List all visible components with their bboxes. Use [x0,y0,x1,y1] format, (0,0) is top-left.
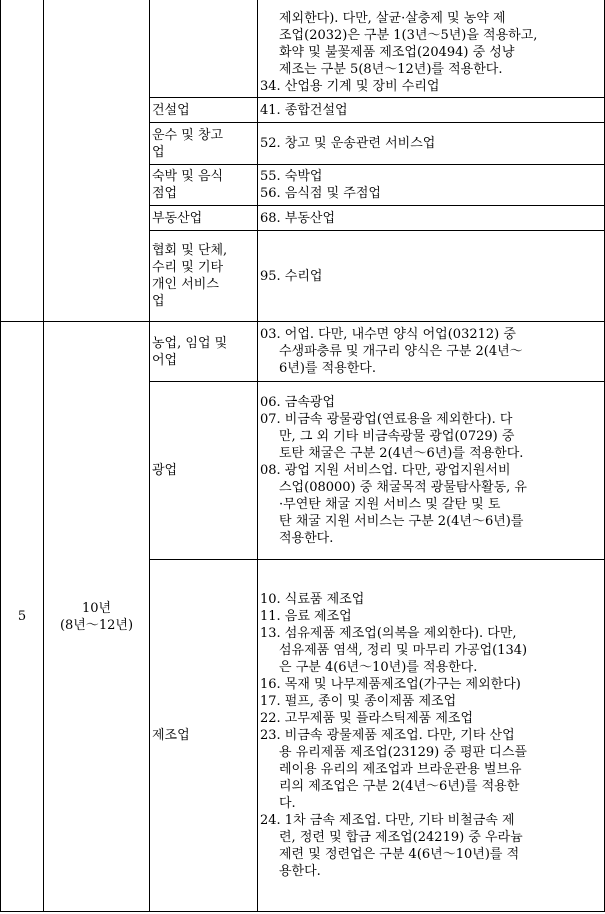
content-line: 제조는 구분 5(8년～12년)를 적용한다. [279,62,503,77]
content-line: ·무연탄 채굴 지원 서비스 및 갈탄 및 토 [279,497,501,512]
content-line: 다. [279,796,296,811]
content-line: 23. 비금속 광물제품 제조업. 다만, 기타 산업 [260,728,515,743]
category-line: 농업, 임업 및 [152,335,228,351]
empty-number-cell [1,0,44,322]
content-line: 제외한다). 다만, 살균·살충제 및 농약 제 [279,11,506,26]
empty-category-cell [150,0,258,98]
category-cell [150,322,258,382]
content-line: 55. 숙박업 [260,169,323,184]
content-line: 56. 음식점 및 주점업 [260,186,381,201]
category-cell [150,206,258,231]
category-line: 업 [152,294,165,309]
content-cell [258,560,605,912]
period-cell [44,322,150,912]
content-line: 용 유리제품 제조업(23129) 중 평판 디스플 [279,745,527,760]
category-line: 개인 서비스 [152,277,219,292]
content-line: 10. 식료품 제조업 [260,592,365,607]
category-line: 광업 [152,463,178,478]
content-line: 화약 및 불꽃제품 제조업(20494) 중 성냥 [279,45,515,60]
period-years: 10년 [81,600,112,616]
content-line: 토탄 채굴은 구분 2(4년～6년)를 적용한다. [279,446,524,461]
content-cell [258,322,605,382]
content-line: 07. 비금속 광물광업(연료용을 제외한다). 다 [260,412,513,427]
content-line: 13. 섬유제품 제조업(의복을 제외한다). 다만, [260,626,517,641]
content-line: 조업(2032)은 구분 1(3년～5년)을 적용하고, [279,28,538,43]
category-cell [150,231,258,322]
category-cell [150,165,258,206]
category-line: 숙박 및 음식 [152,169,224,184]
content-line: 68. 부동산업 [260,210,336,226]
content-line: 34. 산업용 기계 및 장비 수리업 [260,79,440,94]
content-line: 제련 및 정련업은 구분 4(6년～10년)를 적 [279,847,520,862]
content-line: 08. 광업 지원 서비스업. 다만, 광업지원서비 [260,463,511,478]
category-line: 수리 및 기타 [152,260,224,275]
content-line: 52. 창고 및 운송관련 서비스업 [260,136,436,151]
table-row [1,322,605,382]
content-line: 06. 금속광업 [260,395,336,410]
category-line: 협회 및 단체, [152,243,228,258]
content-cell [258,98,605,123]
content-line: 은 구분 4(6년～10년)를 적용한다. [279,660,478,675]
content-line: 만, 그 외 기타 비금속광물 광업(0729) 중 [279,429,515,444]
content-line: 41. 종합건설업 [260,102,348,118]
content-line: 22. 고무제품 및 플라스틱제품 제조업 [260,711,474,726]
content-line: 6년)를 적용한다. [279,361,376,376]
content-line: 17. 펄프, 종이 및 종이제품 제조업 [260,694,457,709]
period-range: (8년～12년) [59,617,134,633]
content-line: 섬유제품 염색, 정리 및 마무리 가공업(134) [279,643,528,658]
table-row [1,0,605,98]
category-cell [150,560,258,912]
content-cell [258,165,605,206]
category-cell [150,382,258,560]
category-cell [150,123,258,165]
content-line: 11. 음료 제조업 [260,609,352,624]
category-line: 업 [152,144,165,160]
content-line: 레이용 유리의 제조업과 브라운관용 벌브유 [279,762,522,777]
content-line: 95. 수리업 [260,268,323,284]
category-line: 운수 및 창고 [152,127,224,143]
content-line: 24. 1차 금속 제조업. 다만, 기타 비철금속 제 [260,813,515,828]
category-line: 건설업 [152,102,190,118]
content-line: 탄 채굴 지원 서비스는 구분 2(4년～6년)를 [279,514,524,529]
content-cell [258,206,605,231]
empty-period-cell [44,0,150,322]
content-line: 03. 어업. 다만, 내수면 양식 어업(03212) 중 [260,327,516,342]
content-cell [258,382,605,560]
content-cell [258,0,605,98]
content-line: 스업(08000) 중 채굴목적 광물탐사활동, 유 [279,480,527,495]
content-line: 적용한다. [279,531,334,546]
content-line: 용한다. [279,864,321,879]
category-line: 제조업 [152,728,190,743]
category-line: 부동산업 [152,210,203,226]
content-line: 수생파충류 및 개구리 양식은 구분 2(4년～ [279,344,523,359]
content-line: 련, 정련 및 합금 제조업(24219) 중 우라늄 [279,830,523,845]
content-line: 리의 제조업은 구분 2(4년～6년)를 적용한 [279,779,520,794]
group-number: 5 [1,322,44,912]
category-line: 어업 [152,352,178,368]
category-cell [150,98,258,123]
content-cell [258,123,605,165]
content-line: 16. 목재 및 나무제품제조업(가구는 제외한다) [260,677,521,692]
content-cell [258,231,605,322]
category-line: 점업 [152,186,178,201]
